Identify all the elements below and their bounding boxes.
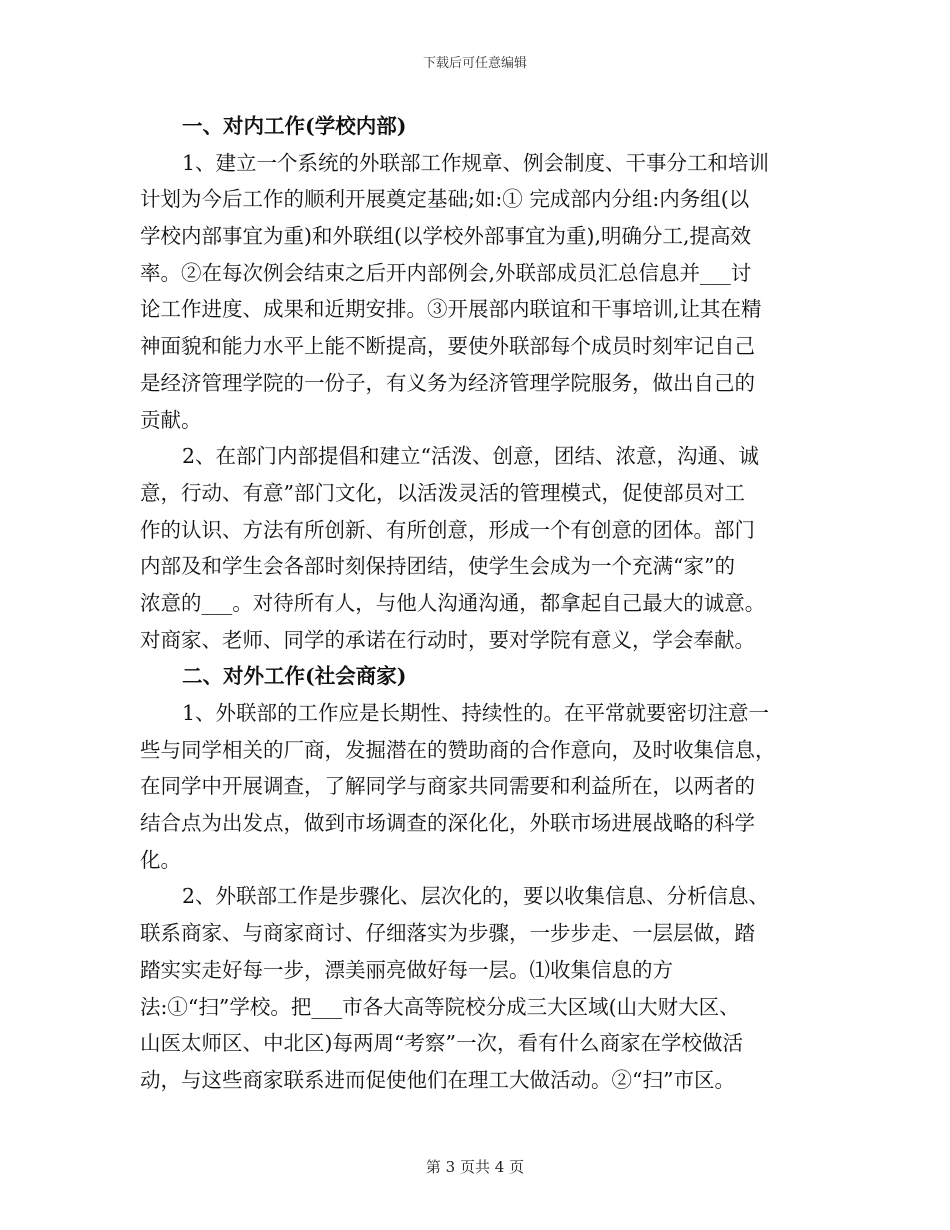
page-header-note: 下载后可任意编辑 bbox=[422, 56, 527, 71]
paragraph-line: 踏实实走好每一步，漂美丽亮做好每一层。⑴收集信息的方 bbox=[140, 957, 673, 982]
page-number: 第 3 页共 4 页 bbox=[425, 1158, 525, 1176]
paragraph-line: 1、建立一个系统的外联部工作规章、例会制度、干事分工和培训 bbox=[182, 150, 770, 175]
paragraph-line: 1、外联部的工作应是长期性、持续性的。在平常就要密切注意一 bbox=[182, 701, 770, 725]
paragraph-line: 山医太师区、中北区)每两周“考察”一次，看有什么商家在学校做活 bbox=[140, 1031, 743, 1056]
paragraph-line: 2、外联部工作是步骤化、层次化的，要以收集信息、分析信息、 bbox=[182, 884, 770, 909]
paragraph-line: 法:①“扫”学校。把___市各大高等院校分成三大区域(山大财大区、 bbox=[140, 994, 740, 1019]
paragraph-line: 论工作进度、成果和近期安排。③开展部内联谊和干事培训,让其在精 bbox=[140, 297, 762, 322]
section-heading: 一、对内工作(学校内部) bbox=[182, 114, 407, 138]
document-body bbox=[140, 108, 810, 1099]
paragraph-line: 些与同学相关的厂商，发掘潜在的赞助商的合作意向，及时收集信息， bbox=[140, 737, 776, 762]
paragraph-line: 计划为今后工作的顺利开展奠定基础;如:① 完成部内分组:内务组(以 bbox=[140, 187, 750, 212]
paragraph-line: 学校内部事宜为重)和外联组(以学校外部事宜为重),明确分工,提高效 bbox=[140, 224, 752, 249]
paragraph-line: 内部及和学生会各部时刻保持团结，使学生会成为一个充满“家”的 bbox=[140, 554, 735, 579]
paragraph-line: 作的认识、方法有所创新、有所创意，形成一个有创意的团体。部门 bbox=[140, 517, 755, 542]
paragraph-line: 率。②在每次例会结束之后开内部例会,外联部成员汇总信息并___讨 bbox=[140, 260, 752, 285]
paragraph-line: 意，行动、有意”部门文化，以活泼灵活的管理模式，促使部员对工 bbox=[140, 480, 745, 505]
paragraph-line: 是经济管理学院的一份子，有义务为经济管理学院服务，做出自己的 bbox=[140, 370, 755, 395]
paragraph-line: 2、在部门内部提倡和建立“活泼、创意，团结、浓意，沟通、诚 bbox=[182, 444, 760, 469]
paragraph-line: 在同学中开展调查，了解同学与商家共同需要和利益所在，以两者的 bbox=[140, 774, 755, 799]
paragraph-line: 对商家、老师、同学的承诺在行动时，要对学院有意义，学会奉献。 bbox=[140, 627, 755, 652]
paragraph-line: 结合点为出发点，做到市场调查的深化化，外联市场进展战略的科学 bbox=[140, 811, 755, 836]
paragraph-line: 动，与这些商家联系进而促使他们在理工大做活动。②“扫”市区。 bbox=[140, 1067, 735, 1092]
paragraph-line: 神面貌和能力水平上能不断提高，要使外联部每个成员时刻牢记自己 bbox=[140, 334, 755, 359]
paragraph-line: 贡献。 bbox=[140, 407, 202, 432]
section-heading: 二、对外工作(社会商家) bbox=[182, 664, 407, 689]
paragraph-line: 联系商家、与商家商讨、仔细落实为步骤，一步步走、一层层做，踏 bbox=[140, 921, 755, 946]
paragraph-line: 化。 bbox=[140, 847, 181, 872]
paragraph-line: 浓意的___。对待所有人，与他人沟通沟通，都拿起自己最大的诚意。 bbox=[140, 590, 766, 615]
